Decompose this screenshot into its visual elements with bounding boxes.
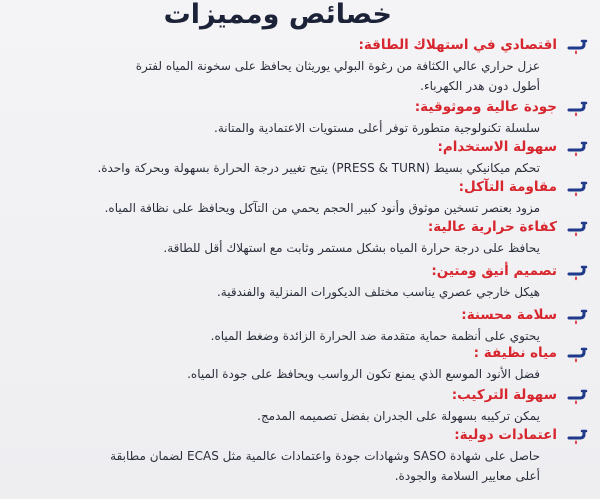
feature-desc-line: هيكل خارجي عصري يناسب مختلف الديكورات المنزلية والفندقية. — [216, 285, 540, 299]
faucet-drop-icon — [567, 141, 589, 157]
feature-description — [20, 238, 540, 258]
feature-desc-line: مزود بعنصر تسخين موثوق وأنود كبير الحجم يحمي من التآكل ويحافظ على نظافة المياه. — [104, 201, 540, 215]
feature-title: كفاءة حرارية عالية: — [427, 219, 557, 235]
feature-title: مقاومة التآكل: — [458, 179, 557, 195]
feature-title: اقتصادي في استهلاك الطاقة: — [358, 37, 557, 53]
feature-description — [20, 406, 540, 426]
feature-desc-line: سلسلة تكنولوجية متطورة توفر أعلى مستويات الاعتمادية والمتانة. — [214, 121, 540, 135]
feature-description — [20, 364, 540, 384]
feature-title: سهولة الاستخدام: — [437, 139, 557, 155]
feature-desc-line: حاصل على شهادة SASO وشهادات جودة واعتمادات عالمية مثل ECAS لضمان مطابقة — [110, 449, 540, 463]
faucet-drop-icon — [567, 347, 589, 363]
feature-title: جودة عالية وموثوقية: — [414, 99, 557, 115]
feature-description — [20, 282, 540, 302]
feature-description — [20, 446, 540, 486]
feature-desc-line: أعلى معايير السلامة والجودة. — [394, 469, 540, 483]
feature-title: سلامة محسنة: — [461, 307, 557, 323]
faucet-drop-icon — [567, 181, 589, 197]
feature-description — [20, 118, 540, 138]
feature-desc-line: يحافظ على درجة حرارة المياه بشكل مستمر وثابت مع استهلاك أقل للطاقة. — [163, 241, 540, 255]
feature-title: سهولة التركيب: — [451, 387, 557, 403]
page-title: خصائص ومميزات — [163, 0, 392, 30]
faucet-drop-icon — [567, 39, 589, 55]
faucet-drop-icon — [567, 221, 589, 237]
faucet-drop-icon — [567, 429, 589, 445]
feature-desc-line: تحكم ميكانيكي بسيط (PRESS & TURN) يتيح تغيير درجة الحرارة بسهولة وبحركة واحدة. — [97, 161, 540, 175]
feature-desc-line: أطول دون هدر الكهرباء. — [420, 79, 540, 93]
feature-desc-line: يمكن تركيبه بسهولة على الجدران بفضل تصميمه المدمج. — [257, 409, 540, 423]
faucet-drop-icon — [567, 265, 589, 281]
feature-title: اعتمادات دولية: — [454, 427, 557, 443]
feature-desc-line: عزل حراري عالي الكثافة من رغوة البولي يوريثان يحافظ على سخونة المياه لفترة — [135, 59, 540, 73]
feature-title: مياه نظيفة : — [473, 345, 557, 361]
faucet-drop-icon — [567, 309, 589, 325]
feature-title: تصميم أنيق ومتين: — [431, 263, 557, 279]
feature-description — [20, 158, 540, 178]
feature-description — [20, 326, 540, 346]
faucet-drop-icon — [567, 389, 589, 405]
feature-desc-line: يحتوي على أنظمة حماية متقدمة ضد الحرارة الزائدة وضغط المياه. — [210, 329, 540, 343]
feature-description — [20, 56, 540, 96]
feature-desc-line: فضل الأنود الموسع الذي يمنع تكون الرواسب ويحافظ على جودة المياه. — [187, 367, 540, 381]
feature-description — [20, 198, 540, 218]
faucet-drop-icon — [567, 101, 589, 117]
